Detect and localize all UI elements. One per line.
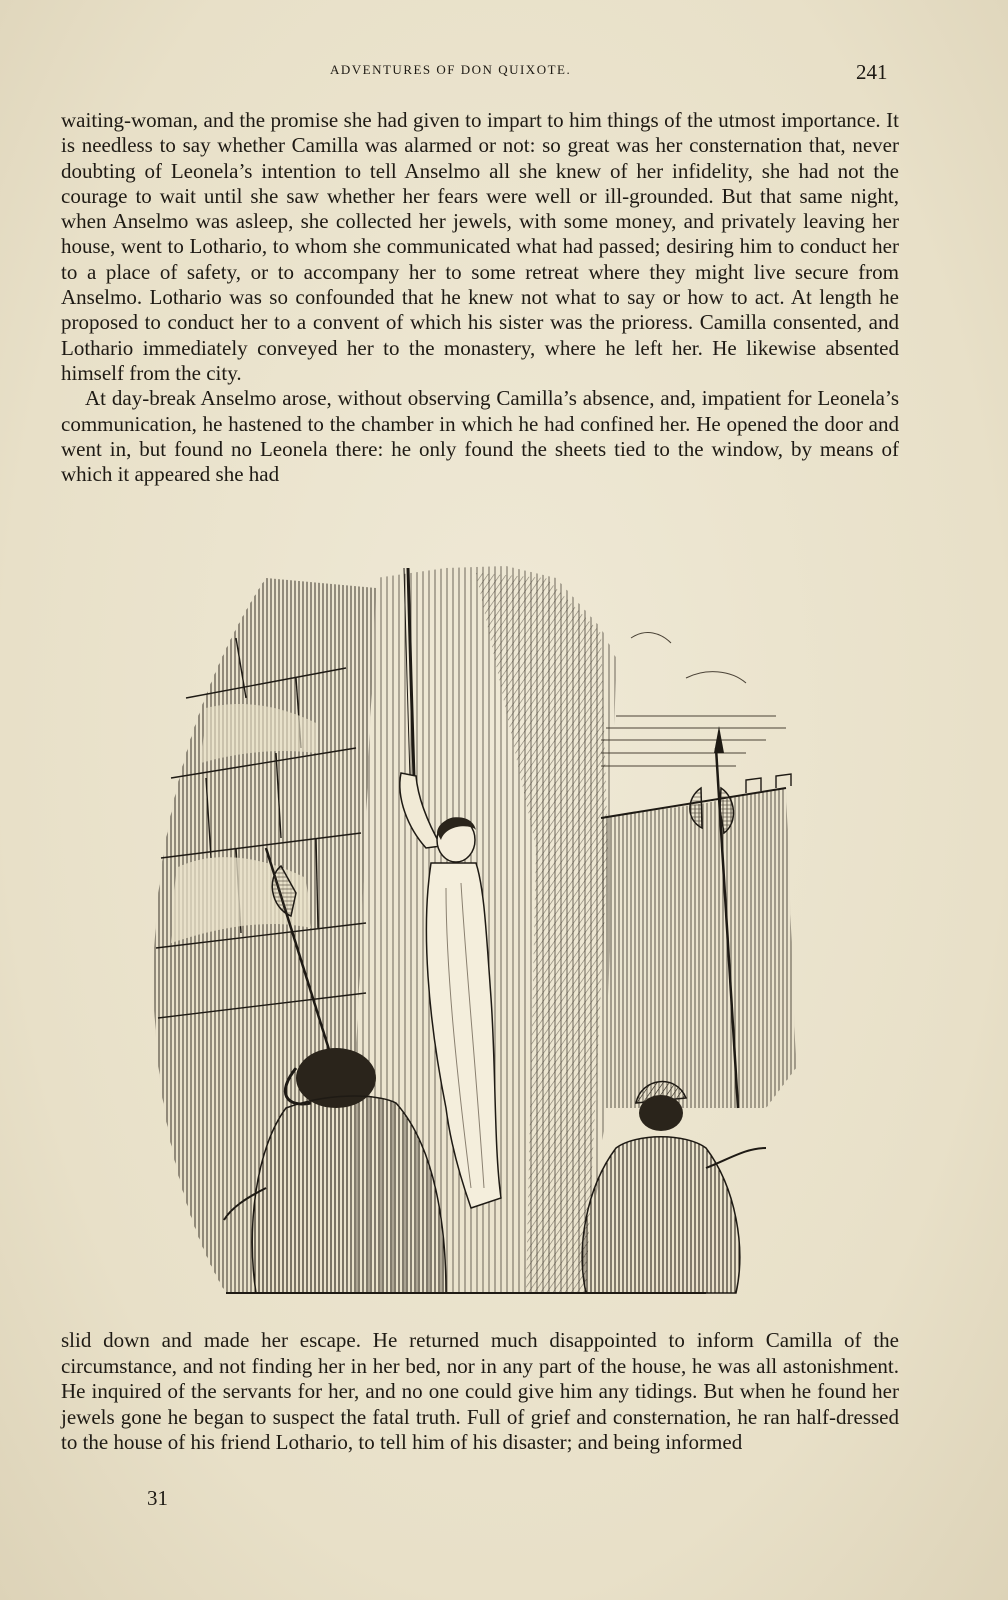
engraving-leonela-escaping-down-sheet-icon <box>146 548 812 1318</box>
text-block-bottom <box>61 1328 899 1456</box>
text-block-top <box>61 108 899 487</box>
signature-mark: 31 <box>147 1486 168 1510</box>
running-head: ADVENTURES OF DON QUIXOTE. <box>330 62 572 77</box>
paragraph: At day-break Anselmo arose, without observing Camilla’s absence, and, impatient for Leonela’s communication, he hastened to the chamber in which he had confined her. He opened the door and went in, but found no Leonela there: he only found the sheets tied to the window, by means of which it appeared she had <box>61 386 899 487</box>
paragraph: slid down and made her escape. He returned much disappointed to inform Camilla of the circumstance, and not finding her in her bed, nor in any part of the house, he was all astonishment. He inquired of the servants for her, and no one could give him any tidings. But when he found her jewels gone he began to suspect the fatal truth. Full of grief and consternation, he ran half-dressed to the house of his friend Lothario, to tell him of his disaster; and being informed <box>61 1328 899 1455</box>
page-number: 241 <box>856 60 888 84</box>
paragraph: waiting-woman, and the promise she had given to impart to him things of the utmost importance. It is needless to say whether Camilla was alarmed or not: so great was her consternation that, never doubting of Leonela’s intention to tell Anselmo all she knew of her infidelity, she had not the courage to wait until she saw whether her fears were well or ill-grounded. But that same night, when Anselmo was asleep, she collected her jewels, with some money, and privately leaving her house, went to Lothario, to whom she communicated what had passed; desiring him to conduct her to a place of safety, or to accompany her to some retreat where they might live secure from Anselmo. Lothario was so confounded that he knew not what to say or how to act. At length he proposed to conduct her to a convent of which his sister was the prioress. Camilla consented, and Lothario immediately conveyed her to the monastery, where he left her. He likewise absented himself from the city. <box>61 108 899 385</box>
